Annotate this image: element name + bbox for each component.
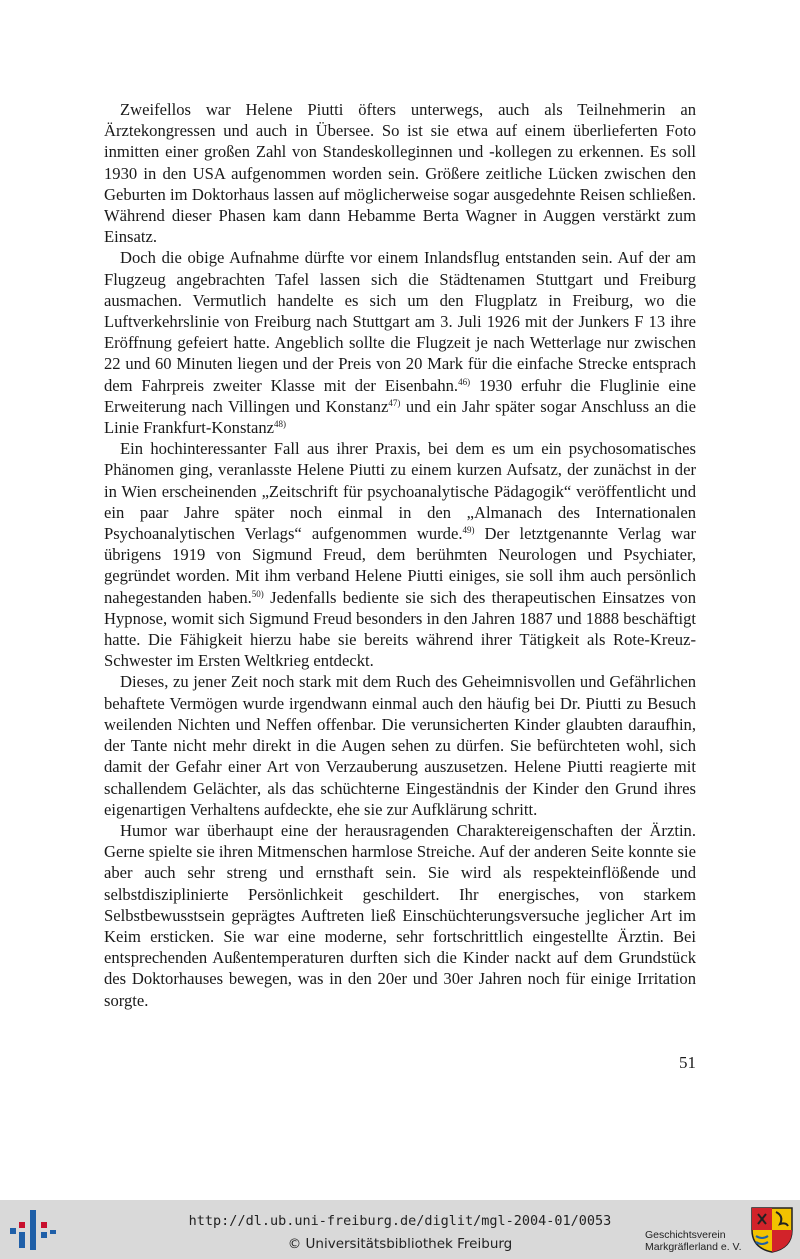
society-name[interactable] [645,1229,745,1253]
paragraph [104,671,696,819]
paragraph-text: Doch die obige Aufnahme dürfte vor einem Inlandsflug entstanden sein. Auf der am Flugzeug angebrachten Tafel lassen sich die Städtenamen Stuttgart und Freiburg ausmachen. Vermutlich handelte es sich um den Flugplatz in Freiburg, wo die Luftverkehrslinie von Freiburg nach Stuttgart am 3. Juli 1926 mit der Junkers F 13 ihre Eröffnung gefeiert hatte. Angeblich sollte die Flugzeit je nach Wetterlage nur zwischen 22 und 60 Minuten liegen und der Preis von 20 Mark für die einfache Strecke entsprach dem Fahrpreis zweiter Klasse mit der Eisenbahn. [104,248,696,395]
page-number: 51 [679,1053,696,1072]
paragraph [104,247,696,438]
society-name-line2: Markgräflerland e. V. [645,1241,742,1253]
paragraph-text: Jedenfalls bediente sie sich des therapeutischen Einsatzes von Hypnose, womit sich Sigmund Freud besonders in den Jahren 1887 und 1888 beschäftigt hatte. Die Fähigkeit hierzu habe sie bereits während ihrer Tätigkeit als Rote-Kreuz-Schwester im Ersten Weltkrieg entdeckt. [104,587,696,671]
paragraph-text: Ein hochinteressanter Fall aus ihrer Praxis, bei dem es um ein psychosomatisches Phänomen ging, veranlasste Helene Piutti zu einem kurzen Aufsatz, der zunächst in der in Wien erscheinenden „Zeitschrift für psychoanalytische Pädagogik“ veröffentlicht und ein paar Jahre später noch einmal in den „Almanach des Internationalen Psychoanalytischen Verlags“ aufgenommen wurde. [104,439,696,544]
footnote-reference: 50) [251,588,264,599]
footnote-reference: 47) [388,397,401,408]
document-url-link[interactable]: http://dl.ub.uni-freiburg.de/diglit/mgl-2004-01/0053 [188,1213,612,1229]
footnote-reference: 49) [462,525,475,536]
society-name-line1: Geschichtsverein [645,1229,726,1241]
footnote-reference: 48) [274,419,287,430]
paragraph-text: Humor war überhaupt eine der herausragenden Charaktereigenschaften der Ärztin. Gerne spielte sie ihren Mitmenschen harmlose Streiche. Auf der anderen Seite konnte sie aber auch sehr streng und ernsthaft sein. Sie wird als respekteinflößende und selbstdisziplinierte Persönlichkeit geschildert. Ihr energisches, von starkem Selbstbewusstsein geprägtes Auftreten ließ Einschüchterungsversuche jeglicher Art im Keim ersticken. Sie war eine moderne, sehr fortschrittlich eingestellte Ärztin. Bei entsprechenden Außentemperaturen durften sich die Kinder nackt auf dem Grundstück des Doktorhauses bewegen, was in den 20er und 30er Jahren noch für einige Irritation sorgte. [104,820,696,1010]
paragraph-text: 1930 erfuhr die Fluglinie eine Erweiterung nach Villingen und Konstanz [104,375,696,416]
paragraph-text: Dieses, zu jener Zeit noch stark mit dem Ruch des Geheimnisvollen und Gefährlichen behaftete Vermögen wurde irgendwann einmal auch den häufig bei Dr. Piutti zu Besuch weilenden Nichten und Neffen offenbar. Die verunsicherten Kinder glaubten daraufhin, der Tante nicht mehr direkt in die Augen sehen zu dürfen. Sie befürchteten wohl, sich damit der Gefahr einer Art von Verzauberung auszusetzen. Helene Piutti reagierte mit schallendem Gelächter, als das schüchterne Eingeständnis der Kinder den Grund ihres eigenartigen Verhaltens aufdeckte, ehe sie zur Aufklärung schritt. [104,672,696,819]
paragraph-text: und ein Jahr später sogar Anschluss an die Linie Frankfurt-Konstanz [104,396,696,438]
university-library-logo-icon[interactable] [10,1208,56,1252]
paragraph-text: Zweifellos war Helene Piutti öfters unterwegs, auch als Teilnehmerin an Ärztekongressen und auch in Übersee. So ist sie etwa auf einem überlieferten Foto inmitten einer großen Zahl von Standeskolleginnen und -kollegen zu erkennen. Es soll 1930 in den USA aufgenommen worden sein. Größere zeitliche Lücken zwischen den Geburten im Doktorhaus lassen auf möglicherweise sogar ausgedehnte Reisen schließen. Während dieser Phasen kam dann Hebamme Berta Wagner in Auggen verstärkt zum Einsatz. [104,100,696,247]
paragraph [104,820,696,1011]
footnote-reference: 46) [458,376,471,387]
paragraph [104,438,696,671]
paragraph-text: Der letztgenannte Verlag war übrigens 1919 von Sigmund Freud, dem berühmten Neurologen und Psychiater, gegründet worden. Mit ihm verband Helene Piutti einiges, sie soll ihm auch persönlich nahegestanden haben. [104,524,696,607]
copyright-notice: © Universitätsbibliothek Freiburg [287,1236,513,1252]
footer-bar [0,1200,800,1259]
paragraph [104,99,696,247]
coat-of-arms-icon[interactable] [750,1206,794,1254]
body-text [104,99,696,1011]
